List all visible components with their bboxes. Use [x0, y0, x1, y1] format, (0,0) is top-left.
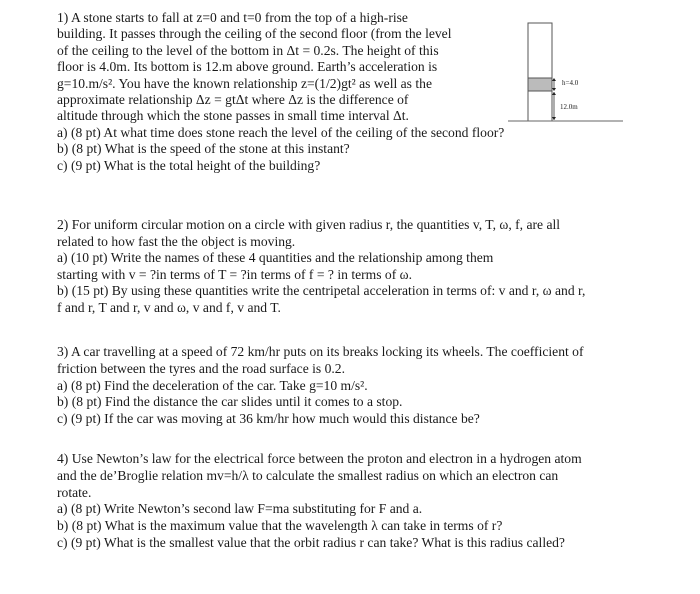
text-line: g=10.m/s². You have the known relationship z=(1/2)gt² as well as the — [57, 75, 432, 91]
text-line: c) (9 pt) If the car was moving at 36 km/hr how much would this distance be? — [57, 411, 480, 427]
text-line: and the de’Broglie relation mv=h/λ to calculate the smallest radius on which an electron can — [57, 467, 559, 483]
text-line: of the ceiling to the level of the bottom in Δt = 0.2s. The height of this — [57, 42, 439, 58]
building-diagram — [505, 18, 630, 128]
text-line: a) (10 pt) Write the names of these 4 quantities and the relationship among them — [57, 250, 494, 266]
text-line: 1) A stone starts to fall at z=0 and t=0 from the top of a high-rise — [57, 10, 408, 25]
text-line: building. It passes through the ceiling of the second floor (from the level — [57, 26, 452, 42]
text-line: b) (8 pt) What is the maximum value that the wavelength λ can take in terms of r? — [57, 518, 503, 534]
text-line: altitude through which the stone passes in small time interval Δt. — [57, 108, 409, 124]
building-drawing — [505, 18, 630, 128]
text-line: a) (8 pt) At what time does stone reach the level of the ceiling of the second floor? — [57, 124, 505, 140]
text-line: b) (8 pt) Find the distance the car slides until it comes to a stop. — [57, 394, 403, 410]
text-line: rotate. — [57, 484, 92, 500]
building-outline — [528, 23, 552, 121]
text-line: 4) Use Newton’s law for the electrical force between the proton and electron in a hydrogen atom — [57, 451, 582, 466]
text-line: b) (15 pt) By using these quantities write the centripetal acceleration in terms of: v and r, ω and r, — [57, 283, 586, 299]
text-line: f and r, T and r, v and ω, v and f, v and T. — [57, 300, 281, 315]
ground-height-label: 12.0m — [560, 103, 578, 111]
text-line: approximate relationship Δz = gtΔt where Δz is the difference of — [57, 92, 409, 107]
text-line: related to how fast the the object is moving. — [57, 233, 296, 249]
text-line: c) (9 pt) What is the total height of the building? — [57, 157, 321, 173]
floor-height-label: h=4.0 — [562, 79, 579, 87]
text-line: a) (8 pt) Write Newton’s second law F=ma substituting for F and a. — [57, 501, 423, 517]
text-line: 2) For uniform circular motion on a circle with given radius r, the quantities v, T, ω, f, are all — [57, 217, 561, 232]
text-line: 3) A car travelling at a speed of 72 km/hr puts on its breaks locking its wheels. The coefficient of — [57, 344, 584, 359]
second-floor — [528, 78, 552, 91]
text-line: friction between the tyres and the road surface is 0.2. — [57, 360, 346, 376]
text-line: c) (9 pt) What is the smallest value that the orbit radius r can take? What is this radius called? — [57, 535, 565, 550]
text-line: floor is 4.0m. Its bottom is 12.m above ground. Earth’s acceleration is — [57, 59, 438, 75]
text-line: a) (8 pt) Find the deceleration of the car. Take g=10 m/s². — [57, 377, 368, 393]
text-line: starting with v = ?in terms of T = ?in terms of f = ? in terms of ω. — [57, 266, 412, 282]
text-line: b) (8 pt) What is the speed of the stone at this instant? — [57, 141, 350, 157]
